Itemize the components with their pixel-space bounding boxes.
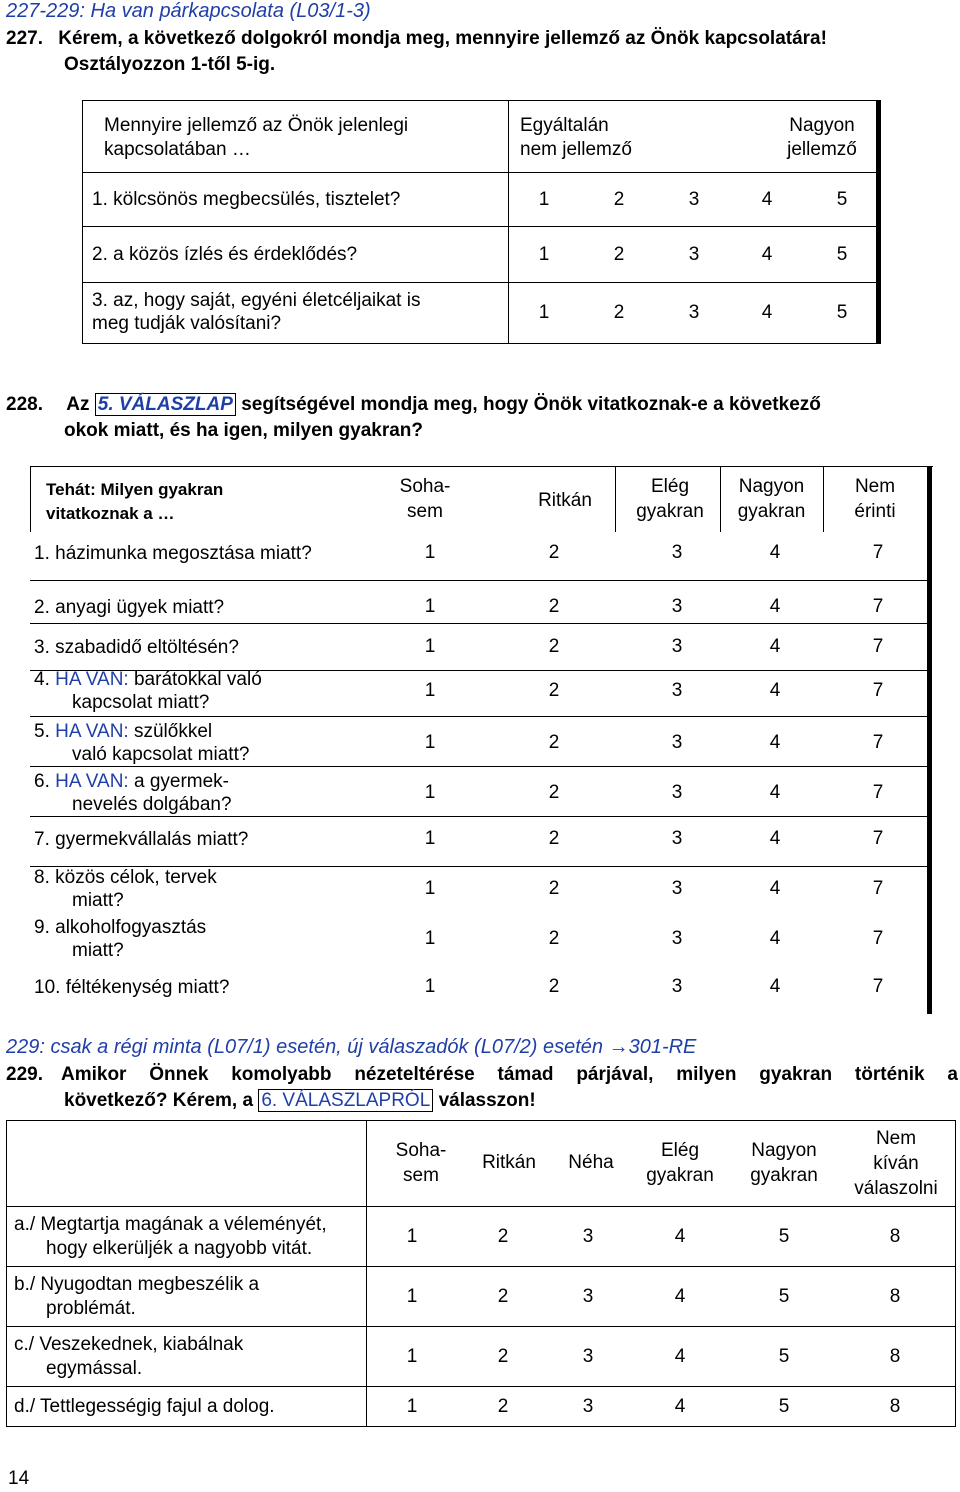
scale-value: 1 — [424, 732, 436, 753]
scale-value: 1 — [424, 680, 436, 701]
scale-value: 4 — [674, 1395, 686, 1417]
scale-value: 7 — [872, 928, 884, 949]
q227-table — [82, 100, 882, 345]
scale-value: 2 — [613, 188, 625, 210]
scale-value: 5 — [778, 1225, 790, 1247]
q227-row-label: 1. kölcsönös megbecsülés, tisztelet? — [92, 188, 401, 210]
scale-value: 1 — [538, 243, 550, 265]
scale-value: 1 — [406, 1395, 418, 1417]
scale-value: 1 — [424, 878, 436, 899]
scale-value: 3 — [671, 828, 683, 849]
column-header: Ritkán — [482, 1152, 536, 1173]
scale-value: 2 — [613, 243, 625, 265]
scale-value: 7 — [872, 878, 884, 899]
scale-value: 4 — [769, 976, 781, 997]
scale-value: 4 — [769, 636, 781, 657]
scale-value: 1 — [406, 1225, 418, 1247]
column-header: Nem érinti — [854, 476, 896, 522]
scale-value: 7 — [872, 636, 884, 657]
scale-value: 4 — [761, 302, 773, 323]
q229-row-label: b./ Nyugodtan megbeszélik a problémát. — [14, 1274, 260, 1319]
scale-value: 8 — [889, 1225, 901, 1247]
scale-value: 4 — [769, 928, 781, 949]
scale-value: 3 — [688, 302, 700, 323]
scale-value: 4 — [769, 680, 781, 701]
scale-value: 4 — [769, 782, 781, 803]
scale-value: 2 — [497, 1225, 509, 1247]
column-header: Nagyon gyakran — [750, 1140, 818, 1186]
scale-value: 7 — [872, 732, 884, 753]
section-title: 227-229: Ha van párkapcsolata (L03/1-3) — [6, 0, 371, 22]
q227-text-2: Osztályozzon 1-től 5-ig. — [64, 54, 276, 75]
q229-row-label: a./ Megtartja magának a véleményét, hogy elkerüljék a nagyobb vitát. — [14, 1214, 327, 1259]
q228-row-label: 8. közös célok, tervek miatt? — [34, 867, 217, 911]
scale-value: 4 — [769, 732, 781, 753]
column-header: Soha- sem — [395, 1140, 447, 1186]
scale-value: 3 — [582, 1285, 594, 1307]
scale-value: 7 — [872, 596, 884, 617]
scale-value: 1 — [424, 636, 436, 657]
q227-question — [6, 26, 827, 78]
scale-value: 3 — [582, 1345, 594, 1367]
q228-row-label: 3. szabadidő eltöltésén? — [34, 637, 239, 658]
scale-value: 2 — [548, 636, 560, 657]
scale-value: 3 — [671, 976, 683, 997]
scale-value: 3 — [671, 680, 683, 701]
q229-card: 6. VÁLASZLAPRÓL — [258, 1089, 433, 1112]
scale-value: 3 — [688, 243, 700, 265]
column-header: Nem kíván válaszolni — [854, 1128, 938, 1199]
scale-value: 7 — [872, 828, 884, 849]
scale-value: 3 — [671, 636, 683, 657]
scale-value: 8 — [889, 1285, 901, 1307]
scale-value: 1 — [538, 302, 550, 323]
scale-value: 1 — [424, 828, 436, 849]
scale-value: 3 — [671, 782, 683, 803]
q228-card: 5. VÁLASZLAP — [95, 393, 236, 416]
scale-value: 2 — [613, 302, 625, 323]
scale-value: 4 — [674, 1345, 686, 1367]
scale-value: 5 — [836, 243, 848, 265]
q228-row-label: 1. házimunka megosztása miatt? — [34, 543, 312, 564]
scale-value: 2 — [548, 976, 560, 997]
ha-van-label: HA VAN: — [55, 669, 129, 690]
scale-value: 1 — [424, 928, 436, 949]
scale-value: 2 — [497, 1395, 509, 1417]
q229-row-label: d./ Tettlegességig fajul a dolog. — [14, 1395, 275, 1417]
scale-value: 3 — [582, 1395, 594, 1417]
scale-value: 4 — [674, 1225, 686, 1247]
q227-text-1: Kérem, a következő dolgokról mondja meg, mennyire jellemző az Önök kapcsolatára! — [58, 28, 827, 49]
scale-value: 7 — [872, 782, 884, 803]
scale-value: 2 — [548, 680, 560, 701]
scale-value: 3 — [688, 188, 700, 210]
ha-van-label: HA VAN: — [55, 721, 129, 742]
q229-table — [6, 1120, 958, 1430]
scale-value: 1 — [424, 976, 436, 997]
q228-row-label: 10. féltékenység miatt? — [34, 977, 230, 998]
scale-value: 4 — [769, 596, 781, 617]
scale-value: 3 — [671, 878, 683, 899]
column-header: Ritkán — [538, 490, 592, 511]
scale-value: 1 — [406, 1285, 418, 1307]
column-header: Soha- sem — [399, 476, 451, 522]
scale-value: 7 — [872, 680, 884, 701]
ha-van-label: HA VAN: — [55, 771, 129, 792]
q228-question: 228. Az 5. VÁLASZLAP segítségével mondja meg, hogy Önök vitatkoznak-e a következő okok miatt, és ha igen, milyen gyakran? — [6, 394, 821, 441]
scale-value: 2 — [497, 1345, 509, 1367]
q228-row-label: 2. anyagi ügyek miatt? — [34, 597, 225, 618]
scale-value: 7 — [872, 976, 884, 997]
scale-value: 4 — [769, 878, 781, 899]
scale-value: 2 — [497, 1285, 509, 1307]
q227-header-right: Nagyon jellemző — [787, 115, 857, 160]
scale-value: 2 — [548, 596, 560, 617]
scale-value: 7 — [872, 542, 884, 563]
q227-header-left: Mennyire jellemző az Önök jelenlegi kapcsolatában … — [104, 115, 409, 160]
scale-value: 4 — [761, 188, 773, 210]
q228-number: 228. — [6, 394, 43, 415]
column-header: Néha — [568, 1152, 614, 1173]
q229-row-label: c./ Veszekednek, kiabálnak egymással. — [14, 1334, 244, 1379]
filter-note: 229: csak a régi minta (L07/1) esetén, új válaszadók (L07/2) esetén →301-RE — [6, 1036, 697, 1058]
column-header: Elég gyakran — [646, 1140, 714, 1186]
scale-value: 4 — [769, 828, 781, 849]
q228-table — [30, 466, 940, 1016]
q229-question: 229. Amikor Önnek komolyabb nézeteltérése támad párjával, milyen gyakran történik a következő? Kérem, a 6. VÁLASZLAPRÓL válasszon! — [6, 1064, 958, 1111]
page-number: 14 — [8, 1468, 30, 1489]
q228-row-label: 6. HA VAN: a gyermek- nevelés dolgában? — [34, 771, 232, 815]
scale-value: 3 — [582, 1225, 594, 1247]
scale-value: 2 — [548, 542, 560, 563]
scale-value: 1 — [424, 542, 436, 563]
scale-value: 1 — [406, 1345, 418, 1367]
q228-row-label: 5. HA VAN: szülőkkel való kapcsolat miatt? — [34, 721, 250, 765]
q228-row-label: 4. HA VAN: barátokkal való kapcsolat miatt? — [34, 669, 262, 713]
q228-row-label: 7. gyermekvállalás miatt? — [34, 829, 249, 850]
q227-row-label: 2. a közös ízlés és érdeklődés? — [92, 243, 358, 265]
scale-value: 2 — [548, 782, 560, 803]
q228-row-label: 9. alkoholfogyasztás miatt? — [34, 917, 207, 961]
scale-value: 1 — [424, 782, 436, 803]
scale-value: 8 — [889, 1345, 901, 1367]
scale-value: 3 — [671, 596, 683, 617]
q228-header-question: Tehát: Milyen gyakran vitatkoznak a … — [46, 480, 224, 523]
scale-value: 3 — [671, 542, 683, 563]
scale-value: 5 — [778, 1345, 790, 1367]
column-header: Nagyon gyakran — [737, 476, 806, 522]
scale-value: 5 — [778, 1395, 790, 1417]
scale-value: 2 — [548, 928, 560, 949]
scale-value: 8 — [889, 1395, 901, 1417]
scale-value: 1 — [538, 188, 550, 210]
scale-value: 4 — [761, 243, 773, 265]
scale-value: 2 — [548, 828, 560, 849]
scale-value: 5 — [778, 1285, 790, 1307]
scale-value: 1 — [424, 596, 436, 617]
arrow-icon: → — [608, 1036, 629, 1058]
scale-value: 2 — [548, 732, 560, 753]
scale-value: 4 — [674, 1285, 686, 1307]
scale-value: 2 — [548, 878, 560, 899]
q227-row-label: 3. az, hogy saját, egyéni életcéljaikat is meg tudják valósítani? — [92, 290, 421, 334]
scale-value: 3 — [671, 928, 683, 949]
scale-value: 3 — [671, 732, 683, 753]
scale-value: 5 — [836, 302, 848, 323]
column-header: Elég gyakran — [636, 476, 704, 522]
q229-number: 229. — [6, 1064, 43, 1085]
q227-number: 227. — [6, 28, 43, 49]
scale-value: 4 — [769, 542, 781, 563]
scale-value: 5 — [836, 188, 848, 210]
q227-header-mid: Egyáltalán nem jellemző — [520, 115, 632, 160]
